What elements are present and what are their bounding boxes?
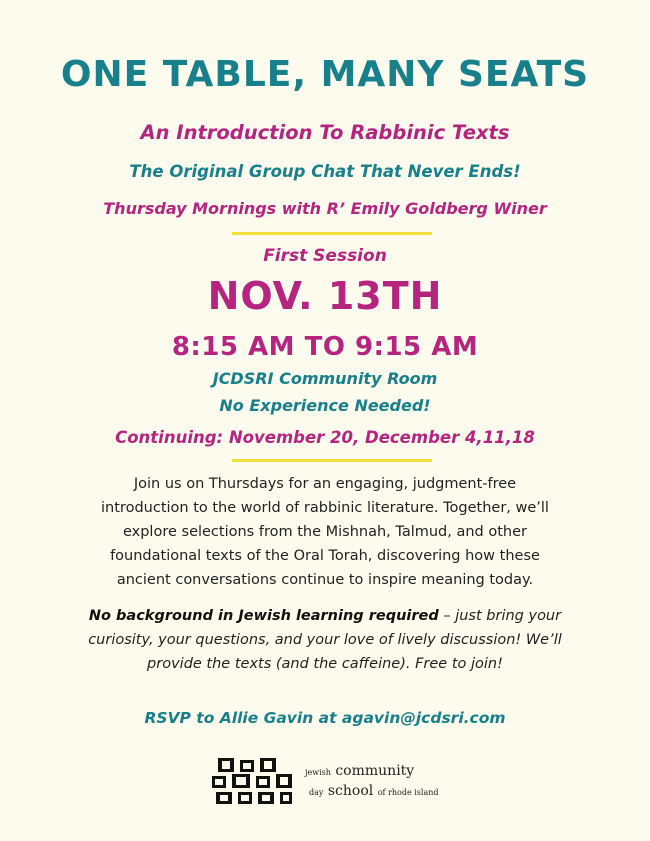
event-subtitle: An Introduction To Rabbinic Texts	[140, 121, 510, 144]
note-bold: No background in Jewish learning required	[88, 608, 439, 624]
school-name	[305, 762, 465, 802]
description-line: introduction to the world of rabbinic literature. Together, we’ll	[101, 500, 549, 516]
logo-school: school	[327, 783, 374, 799]
logo-rhode-island: of rhode island	[377, 788, 439, 797]
divider-bottom	[232, 459, 432, 462]
note-rest: – just bring your	[438, 608, 562, 624]
session-experience: No Experience Needed!	[219, 396, 431, 415]
session-date: NOV. 13TH	[207, 274, 443, 318]
note-line: curiosity, your questions, and your love of lively discussion! We’ll	[88, 632, 562, 648]
event-host: Thursday Mornings with R’ Emily Goldberg Winer	[103, 199, 547, 218]
session-label: First Session	[263, 246, 387, 266]
logo-jewish: jewish	[305, 768, 331, 777]
school-logo-icon	[210, 756, 296, 806]
rsvp-contact: RSVP to Allie Gavin at agavin@jcdsri.com	[144, 709, 506, 727]
event-tagline: The Original Group Chat That Never Ends!	[129, 162, 521, 181]
session-location: JCDSRI Community Room	[212, 369, 438, 388]
description-paragraph	[82, 472, 568, 592]
requirements-note	[60, 604, 590, 676]
note-line: provide the texts (and the caffeine). Free to join!	[147, 656, 503, 672]
description-line: ancient conversations continue to inspire meaning today.	[116, 572, 534, 588]
event-title: ONE TABLE, MANY SEATS	[60, 54, 590, 95]
logo-day: day	[309, 788, 324, 797]
session-continuing: Continuing: November 20, December 4,11,18	[115, 428, 535, 447]
session-time: 8:15 AM TO 9:15 AM	[171, 332, 479, 362]
divider-top	[232, 232, 432, 235]
description-line: foundational texts of the Oral Torah, discovering how these	[110, 548, 540, 564]
logo-community: community	[335, 763, 415, 779]
description-line: explore selections from the Mishnah, Talmud, and other	[122, 524, 527, 540]
description-line: Join us on Thursdays for an engaging, judgment-free	[133, 476, 517, 492]
